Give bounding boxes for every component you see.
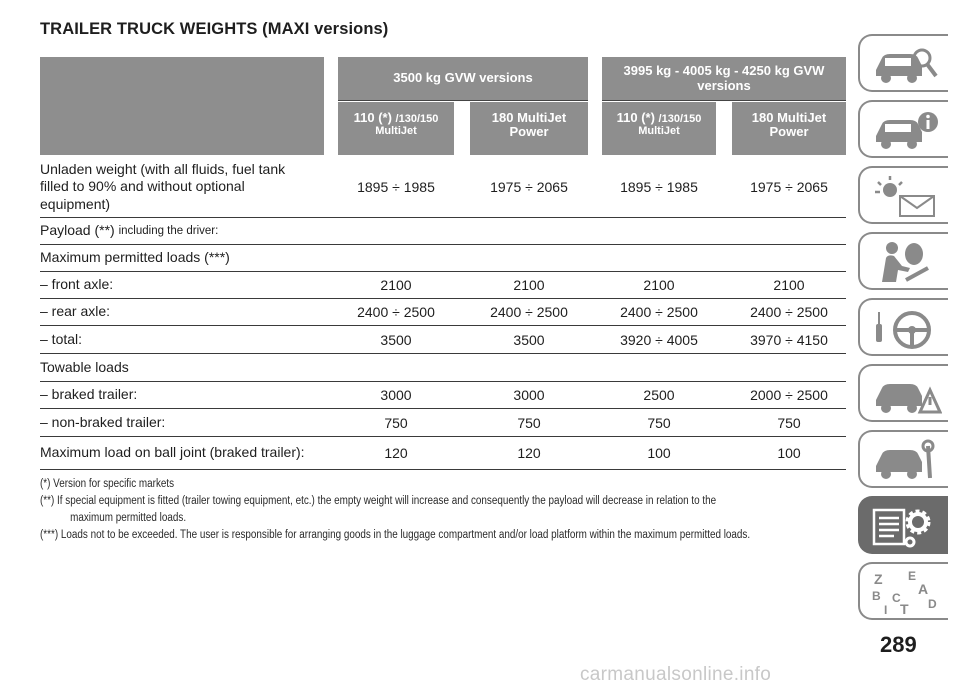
header-divider (602, 100, 846, 101)
svg-text:D: D (928, 597, 937, 611)
car-info-icon (870, 108, 942, 152)
header-engine-main: 110 (*) (353, 110, 392, 125)
cell-value: 2100 (513, 277, 545, 293)
cell-value: 1975 ÷ 2065 (490, 179, 568, 195)
table-header-blank (40, 57, 324, 155)
tab-index[interactable] (858, 562, 948, 620)
footnote: (***) Loads not to be exceeded. The user is responsible for arranging goods in the luggage compartment and/or load platform within the maximum permitted loads. (40, 529, 751, 541)
alphabetical-index-icon (870, 570, 942, 614)
table-row-non-braked-trailer (40, 409, 846, 437)
table-row-unladen-weight (40, 157, 846, 218)
cell-value: 100 (777, 445, 801, 461)
header-engine-small: /130/150 (395, 113, 439, 125)
header-group-3995-4250: 3995 kg - 4005 kg - 4250 kg GVW versions (602, 57, 846, 100)
page-title: TRAILER TRUCK WEIGHTS (MAXI versions) (40, 20, 389, 38)
table-row-payload (40, 218, 846, 245)
cell-value: 2500 (643, 387, 675, 403)
cell-value: 3970 ÷ 4150 (750, 331, 828, 348)
cell-value: 2400 ÷ 2500 (750, 304, 828, 320)
table-row-front-axle (40, 272, 846, 299)
tab-airbag[interactable] (858, 232, 948, 290)
car-search-icon (870, 42, 942, 86)
row-label: – total: (40, 330, 83, 347)
table-row-rear-axle (40, 299, 846, 326)
cell-value: 750 (647, 414, 671, 431)
cell-value: 100 (647, 445, 671, 461)
row-label: Maximum permitted loads (***) (40, 249, 230, 266)
cell-value: 2400 ÷ 2500 (490, 304, 568, 320)
cell-value: 120 (384, 445, 408, 461)
svg-text:T: T (900, 601, 909, 614)
header-engine-180-multijet (470, 102, 588, 155)
cell-value: 3920 ÷ 4005 (620, 331, 698, 348)
footnote: (**) If special equipment is fitted (trailer towing equipment, etc.) the empty weight will increase and consequently the payload will decrease in relation to the (40, 495, 717, 507)
header-engine-main: 110 (*) (616, 110, 655, 125)
cell-value: 750 (517, 414, 541, 431)
watermark: carmanualsonline.info (580, 664, 772, 685)
header-engine-line2: Power (509, 124, 549, 140)
cell-value: 750 (384, 414, 408, 431)
table-row-towable-loads (40, 354, 846, 382)
tab-breakdown[interactable] (858, 364, 948, 422)
car-wrench-icon (870, 438, 942, 482)
row-label: – front axle: (40, 276, 114, 293)
cell-value: 2400 ÷ 2500 (620, 304, 698, 320)
header-engine-line2: Power (769, 124, 809, 140)
table-row-total (40, 326, 846, 354)
svg-text:B: B (872, 589, 881, 603)
cell-value: 120 (517, 445, 541, 461)
cell-value: 3500 (513, 331, 545, 348)
header-engine-110-multijet (602, 102, 716, 155)
header-group-3500: 3500 kg GVW versions (338, 57, 588, 100)
svg-text:C: C (892, 591, 901, 605)
footnotes (40, 476, 846, 544)
cell-value: 2100 (643, 277, 675, 293)
car-breakdown-icon (870, 372, 942, 416)
header-engine-110-multijet (338, 102, 454, 155)
tab-technical-data[interactable] (858, 496, 948, 554)
technical-data-icon (870, 504, 942, 548)
header-engine-main: 180 MultiJet (491, 110, 567, 125)
header-engine-small: /130/150 (658, 113, 702, 125)
page-number: 289 (880, 632, 917, 657)
cell-value: 2100 (773, 277, 805, 293)
svg-text:E: E (908, 570, 917, 583)
row-label: – braked trailer: (40, 386, 138, 403)
tab-car-info[interactable] (858, 100, 948, 158)
warning-lights-icon (870, 174, 942, 218)
airbag-person-icon (870, 240, 942, 284)
row-label: Maximum load on ball joint (braked trailer): (40, 444, 305, 461)
cell-value: 1975 ÷ 2065 (750, 179, 828, 195)
cell-value: 2400 ÷ 2500 (357, 304, 435, 320)
cell-value: 2000 ÷ 2500 (750, 387, 828, 403)
row-label: – non-braked trailer: (40, 413, 166, 430)
steering-wheel-icon (870, 306, 942, 350)
cell-value: 3000 (513, 387, 545, 403)
table-row-ball-joint-load (40, 437, 846, 470)
cell-value: 1895 ÷ 1985 (357, 179, 435, 195)
header-engine-line2: MultiJet (375, 125, 417, 138)
row-label (40, 218, 218, 244)
row-label: Unladen weight (with all fluids, fuel tank filled to 90% and without optional equipment) (40, 160, 286, 212)
row-label: – rear axle: (40, 303, 111, 320)
row-label-main: Payload (**) (40, 222, 115, 239)
header-engine-180-multijet (732, 102, 846, 155)
tab-car-search[interactable] (858, 34, 948, 92)
header-engine-main: 180 MultiJet (751, 110, 827, 125)
tab-warning-lights[interactable] (858, 166, 948, 224)
footnote: (*) Version for specific markets (40, 478, 175, 490)
footnote-continuation: maximum permitted loads. (70, 512, 187, 524)
table-row-braked-trailer (40, 382, 846, 409)
tab-steering[interactable] (858, 298, 948, 356)
table-row-max-loads (40, 245, 846, 272)
header-engine-line2: MultiJet (638, 125, 680, 138)
cell-value: 2100 (380, 277, 412, 293)
tab-maintenance[interactable] (858, 430, 948, 488)
cell-value: 750 (777, 414, 801, 431)
row-label: Towable loads (40, 358, 129, 375)
cell-value: 3500 (380, 331, 412, 348)
row-label-small: including the driver: (118, 224, 219, 237)
cell-value: 3000 (380, 387, 412, 403)
cell-value: 1895 ÷ 1985 (620, 179, 698, 195)
header-divider (338, 100, 588, 101)
svg-text:I: I (884, 603, 888, 614)
svg-text:A: A (918, 581, 929, 597)
svg-text:Z: Z (874, 571, 883, 587)
